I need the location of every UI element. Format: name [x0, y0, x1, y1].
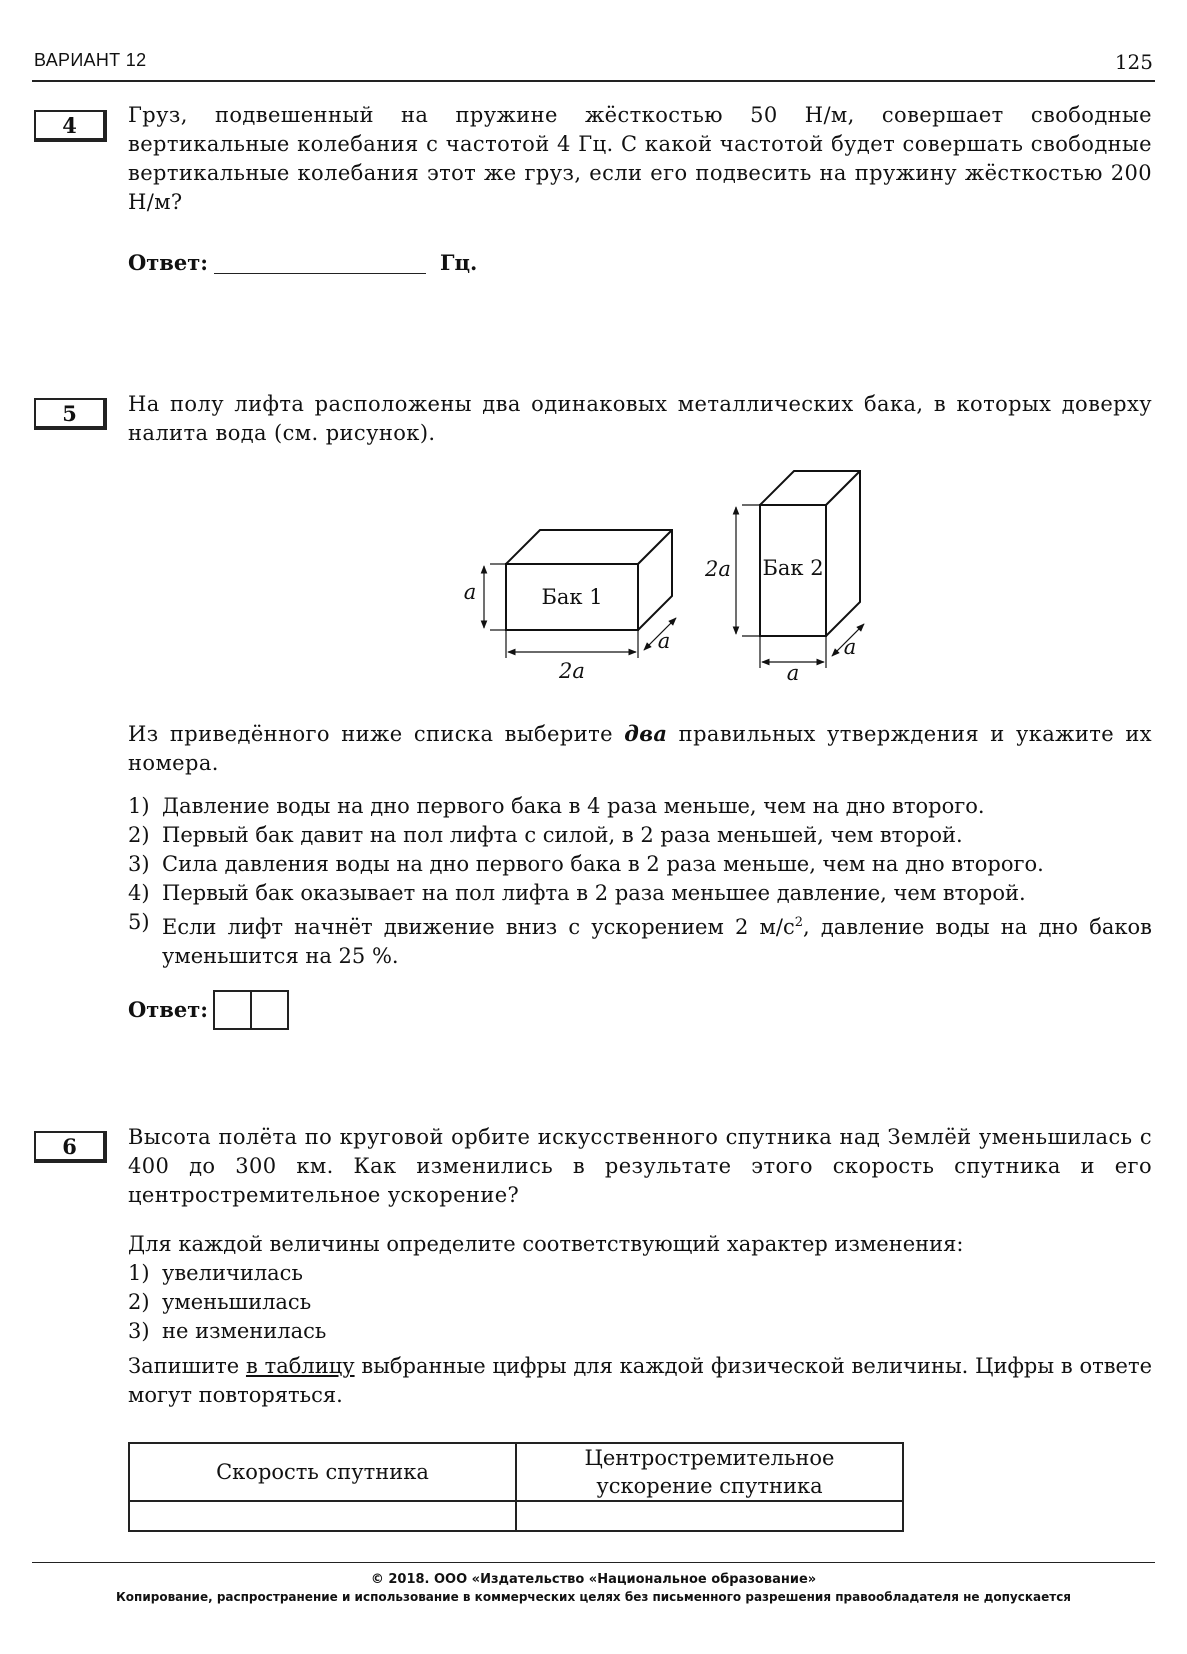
- task-5-instruction-after: правильных утверждения и укажите их номера.: [128, 722, 1153, 775]
- answer-cell[interactable]: [250, 992, 287, 1028]
- superscript: 2: [794, 915, 803, 930]
- variant-title: ВАРИАНТ 12: [34, 50, 147, 70]
- table-header-row: [129, 1443, 903, 1501]
- task-5-options: [128, 792, 1152, 971]
- task-4-answer-field[interactable]: [214, 273, 426, 274]
- tank-2-depth-label: a: [843, 635, 857, 659]
- header-divider: [32, 80, 1155, 82]
- task-5-instruction-before: Из приведённого ниже списка выберите: [128, 722, 625, 746]
- tank-1-width-label: 2a: [559, 659, 585, 683]
- task-4-answer-label: Ответ:: [128, 250, 209, 275]
- task-6-instruction: Для каждой величины определите соответствующий характер изменения:: [128, 1232, 964, 1256]
- tanks-figure: [450, 465, 870, 690]
- list-item: [128, 821, 1152, 850]
- list-item: [128, 1317, 1152, 1346]
- option-text-after: , давление воды на дно баков уменьшится на 25 %.: [162, 915, 1152, 968]
- task-4-question: Груз, подвешенный на пружине жёсткостью 50 Н/м, совершает свободные вертикальные колебания с частотой 4 Гц. С какой частотой будет совершать свободные вертикальные колебания этот же груз, если его подвесить на пружину жёсткостью 200 Н/м?: [128, 103, 1152, 214]
- option-text: Давление воды на дно первого бака в 4 раза меньше, чем на дно второго.: [162, 794, 985, 818]
- tank-2-height-label: 2a: [705, 557, 731, 581]
- list-item: [128, 879, 1152, 908]
- footer-divider: [32, 1562, 1155, 1563]
- option-number: 3): [128, 852, 150, 876]
- task-5-answer-cells: [213, 990, 289, 1030]
- option-text: [162, 908, 1152, 971]
- option-text: Первый бак оказывает на пол лифта в 2 раза меньшее давление, чем второй.: [162, 881, 1026, 905]
- list-item: [128, 792, 1152, 821]
- option-number: 1): [128, 1261, 150, 1285]
- tank-2-label: Бак 2: [762, 556, 824, 580]
- list-item: [128, 850, 1152, 879]
- table-reference: в таблицу: [245, 1354, 355, 1378]
- task-6-answer-table: [128, 1442, 904, 1532]
- option-number: 1): [128, 794, 150, 818]
- task-5-instruction: [128, 719, 1152, 778]
- task-6-options: [128, 1259, 1152, 1346]
- task-4-number: 4: [34, 110, 107, 142]
- footer-copyright: © 2018. ООО «Издательство «Национальное образование»: [370, 1572, 817, 1587]
- task-6-write-instruction: [128, 1352, 1152, 1410]
- option-number: 5): [128, 910, 150, 934]
- list-item: [128, 1288, 1152, 1317]
- task-5-instruction-emphasis: два: [624, 721, 668, 746]
- tank-2-width-label: a: [786, 661, 800, 685]
- tank-1-depth-label: a: [657, 629, 671, 653]
- answer-cell[interactable]: [215, 992, 250, 1028]
- option-text-before: Если лифт начнёт движение вниз с ускорением 2 м/с: [162, 915, 795, 939]
- answer-cell[interactable]: [516, 1501, 903, 1531]
- list-item: [128, 1259, 1152, 1288]
- tank-1-height-label: a: [463, 580, 477, 604]
- option-text: уменьшилась: [162, 1290, 312, 1314]
- option-number: 2): [128, 1290, 150, 1314]
- answer-cell[interactable]: [129, 1501, 516, 1531]
- tank-1-label: Бак 1: [541, 585, 603, 609]
- write-before: Запишите: [128, 1354, 246, 1378]
- page-number: 125: [1114, 50, 1153, 74]
- option-text: не изменилась: [162, 1319, 327, 1343]
- footer-notice: Копирование, распространение и использование в коммерческих целях без письменного разрешения правообладателя не допускается: [115, 1590, 1072, 1604]
- task-5-answer-label: Ответ:: [128, 997, 209, 1022]
- option-number: 3): [128, 1319, 150, 1343]
- task-6-number: 6: [34, 1131, 107, 1163]
- option-number: 2): [128, 823, 150, 847]
- write-after: выбранные цифры для каждой физической величины. Цифры в ответе могут повторяться.: [128, 1354, 1153, 1407]
- table-header: Скорость спутника: [129, 1443, 516, 1501]
- list-item: [128, 908, 1152, 971]
- table-row: [129, 1501, 903, 1531]
- task-5-question: На полу лифта расположены два одинаковых металлических бака, в которых доверху налита вода (см. рисунок).: [128, 392, 1152, 445]
- task-4-unit: Гц.: [440, 250, 478, 275]
- task-5-number: 5: [34, 398, 107, 430]
- option-text: Первый бак давит на пол лифта с силой, в 2 раза меньшей, чем второй.: [162, 823, 963, 847]
- option-text: Сила давления воды на дно первого бака в 2 раза меньше, чем на дно второго.: [162, 852, 1044, 876]
- table-header: Центростремительное ускорение спутника: [516, 1443, 903, 1501]
- option-text: увеличилась: [162, 1261, 303, 1285]
- option-number: 4): [128, 881, 150, 905]
- task-6-question: Высота полёта по круговой орбите искусственного спутника над Землёй уменьшилась с 400 до 300 км. Как изменились в результате этого скорость спутника и его центростремительное ускорение?: [128, 1125, 1152, 1207]
